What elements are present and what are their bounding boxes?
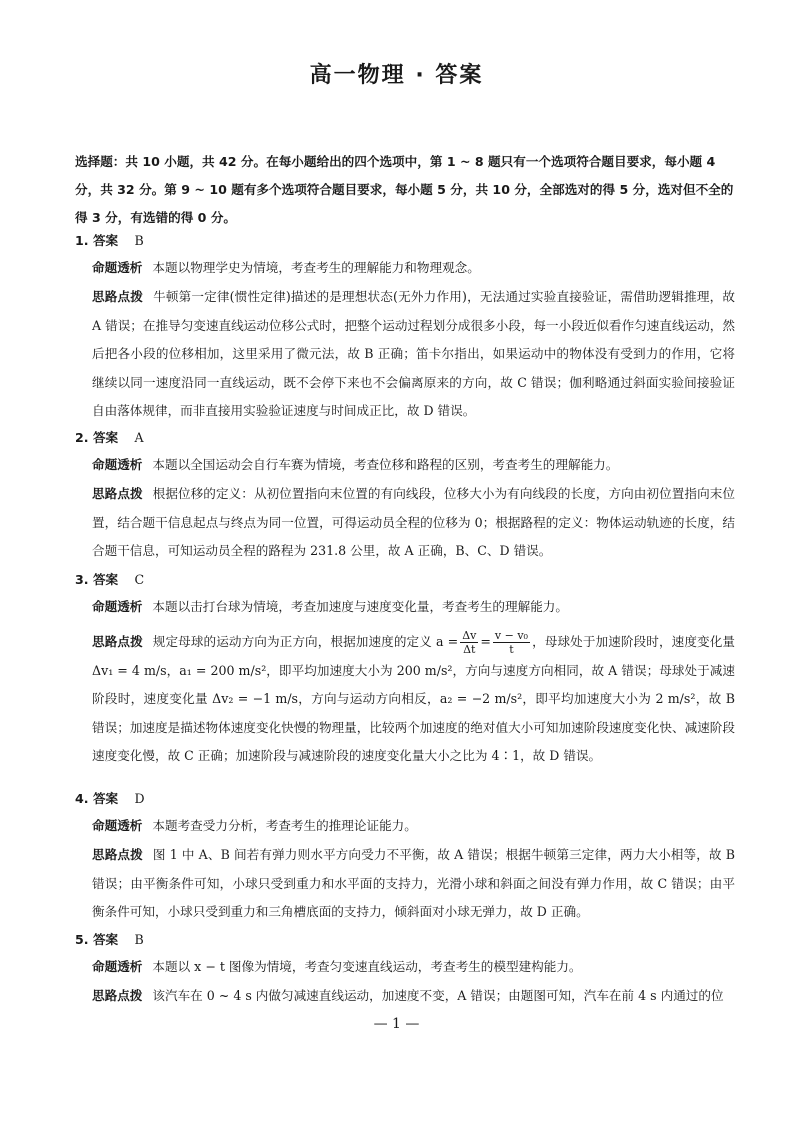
- insight-label: 命题透析: [92, 599, 143, 614]
- answer-line: [75, 928, 735, 952]
- answer-label: 答案: [92, 233, 119, 248]
- velocity-fraction: [493, 629, 530, 656]
- insight-label: 命题透析: [92, 959, 143, 974]
- answer-line: [75, 229, 735, 253]
- question-1: [75, 229, 735, 426]
- analysis-text: 根据位移的定义：从初位置指向末位置的有向线段，位移大小为有向线段的长度，方向由初位置指向末位置，结合题干信息起点与终点为同一位置，可得运动员全程的位移为 0；根据路程的定义：物体运动轨迹的长度，结合题干信息，可知运动员全程的路程为 231.8 公里，故 A 正确，B、C、D 错误。: [92, 486, 736, 558]
- analysis-block: [75, 841, 735, 927]
- question-number: 3.: [75, 572, 89, 587]
- analysis-label: 思路点拨: [92, 634, 143, 649]
- analysis-block: [75, 480, 735, 566]
- answer-label: 答案: [92, 932, 119, 947]
- analysis-block: [75, 283, 735, 426]
- page-title: 高一物理 · 答案: [309, 63, 484, 88]
- analysis-text-post: ，母球处于加速阶段时，速度变化量 Δv₁ = 4 m/s，a₁ = 200 m/s²，即平均加速度大小为 200 m/s²，方向与速度方向相同，故 A 错误；母球处于减速阶段时，速度变化量 Δv₂ = −1 m/s，方向与运动方向相反，a₂ = −2 m/s²，即平均加速度大小为 2 m/s²，故 B 错误；加速度是描述物体速度变化快慢的物理量，比较两个加速度的绝对值大小可知加速阶段速度变化快、减速阶段速度变化慢，故 C 正确；加速阶段与减速阶段的速度变化量大小之比为 4∶1，故 D 错误。: [92, 634, 736, 763]
- insight-text: 本题以击打台球为情境，考查加速度与速度变化量，考查考生的理解能力。: [152, 599, 568, 614]
- analysis-block: [75, 982, 735, 1011]
- analysis-label: 思路点拨: [92, 847, 143, 862]
- answer-choice: D: [134, 791, 145, 806]
- analysis-text: 图 1 中 A、B 间若有弹力则水平方向受力不平衡，故 A 错误；根据牛顿第三定律，两力大小相等，故 B 错误；由平衡条件可知，小球只受到重力和水平面的支持力，光滑小球和斜面之间没有弹力作用，故 C 错误；由平衡条件可知，小球只受到重力和三角槽底面的支持力，倾斜面对小球无弹力，故 D 正确。: [92, 847, 736, 919]
- answer-choice: B: [134, 233, 144, 248]
- insight-text: 本题以全国运动会自行车赛为情境，考查位移和路程的区别，考查考生的理解能力。: [152, 457, 619, 472]
- analysis-text-pre: 规定母球的运动方向为正方向，根据加速度的定义 a =: [152, 634, 459, 649]
- page-number: — 1 —: [373, 1016, 420, 1032]
- analysis-block: [75, 628, 735, 771]
- analysis-text: 牛顿第一定律(惯性定律)描述的是理想状态(无外力作用)，无法通过实验直接验证，需借助逻辑推理，故 A 错误；在推导匀变速直线运动位移公式时，把整个运动过程划分成很多小段，每一小段近似看作匀速直线运动，然后把各小段的位移相加，这里采用了微元法，故 B 正确；笛卡尔指出，如果运动中的物体没有受到力的作用，它将继续以同一速度沿同一直线运动，既不会停下来也不会偏离原来的方向，故 C 错误；伽利略通过斜面实验间接验证自由落体规律，而非直接用实验验证速度与时间成正比，故 D 错误。: [92, 289, 736, 418]
- question-number: 5.: [75, 932, 89, 947]
- answer-line: [75, 426, 735, 450]
- answer-label: 答案: [92, 430, 119, 445]
- insight-block: [75, 450, 735, 480]
- question-2: [75, 426, 735, 566]
- insight-block: [75, 811, 735, 841]
- fraction-numerator: Δv: [462, 629, 477, 642]
- insight-label: 命题透析: [92, 818, 143, 833]
- question-3: [75, 568, 735, 771]
- answer-line: [75, 568, 735, 592]
- insight-block: [75, 592, 735, 622]
- insight-label: 命题透析: [92, 260, 143, 275]
- question-number: 4.: [75, 791, 89, 806]
- fraction-denominator: Δt: [463, 643, 476, 656]
- section-instructions: 选择题：共 10 小题，共 42 分。在每小题给出的四个选项中，第 1 ~ 8 题只有一个选项符合题目要求，每小题 4 分，共 32 分。第 9 ~ 10 题有多个选项符合题目要求，每小题 5 分，共 10 分，全部选对的得 5 分，选对但不全的得 3 分，有选错的得 0 分。: [75, 154, 734, 225]
- insight-text: 本题考查受力分析，考查考生的推理论证能力。: [152, 818, 417, 833]
- equals-sign: =: [480, 634, 491, 649]
- fraction-numerator: v − v₀: [494, 629, 528, 642]
- answer-label: 答案: [92, 572, 119, 587]
- fraction-denominator: t: [509, 643, 514, 656]
- analysis-text: 该汽车在 0 ~ 4 s 内做匀减速直线运动，加速度不变，A 错误；由题图可知，汽车在前 4 s 内通过的位: [152, 988, 724, 1003]
- question-number: 2.: [75, 430, 89, 445]
- analysis-label: 思路点拨: [92, 289, 144, 304]
- question-4: [75, 787, 735, 927]
- insight-text: 本题以物理学史为情境，考查考生的理解能力和物理观念。: [152, 260, 480, 275]
- analysis-label: 思路点拨: [92, 486, 143, 501]
- acceleration-fraction: [460, 629, 478, 656]
- analysis-label: 思路点拨: [92, 988, 143, 1003]
- answer-choice: C: [134, 572, 145, 587]
- answer-choice: B: [134, 932, 144, 947]
- insight-text: 本题以 x − t 图像为情境，考查匀变速直线运动，考查考生的模型建构能力。: [152, 959, 582, 974]
- answer-choice: A: [134, 430, 144, 445]
- insight-block: [75, 952, 735, 982]
- insight-label: 命题透析: [92, 457, 143, 472]
- question-5: [75, 928, 735, 1011]
- insight-block: [75, 253, 735, 283]
- question-number: 1.: [75, 233, 89, 248]
- answer-line: [75, 787, 735, 811]
- answer-label: 答案: [92, 791, 119, 806]
